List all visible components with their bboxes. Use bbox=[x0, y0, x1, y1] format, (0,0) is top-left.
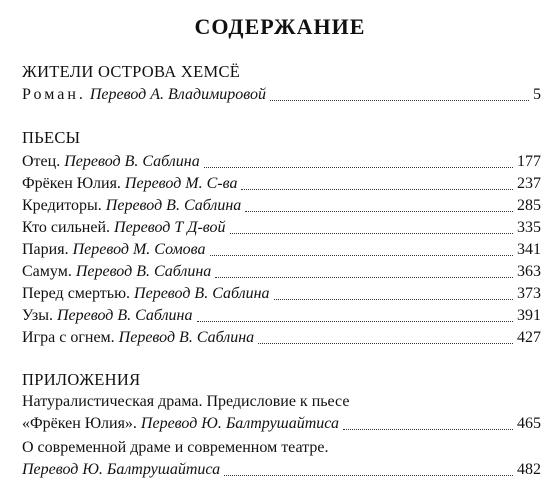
toc-entry-play[interactable] bbox=[22, 216, 541, 238]
toc-entry-play[interactable] bbox=[22, 238, 541, 260]
toc-entry-play[interactable] bbox=[22, 304, 541, 326]
toc-entry-translator: Перевод М. С-ва bbox=[124, 175, 238, 192]
toc-entry-title: «Фрёкен Юлия». bbox=[22, 415, 137, 432]
dot-leader bbox=[270, 100, 529, 101]
toc-entry-title: Пария. bbox=[22, 241, 69, 258]
toc-entry-translator: Перевод В. Саблина bbox=[105, 197, 242, 214]
toc-entry-page: 237 bbox=[517, 175, 541, 192]
toc-entry-translator: Перевод В. Саблина bbox=[118, 329, 255, 346]
toc-entry-title: Отец. bbox=[22, 153, 61, 170]
toc-entry-page: 341 bbox=[517, 241, 541, 258]
toc-entry-play[interactable] bbox=[22, 150, 541, 172]
toc-entry-translator: Перевод Ю. Балтрушайтиса bbox=[140, 415, 339, 432]
toc-entry-title: Кто сильней. bbox=[22, 219, 111, 236]
toc-entry-novel[interactable] bbox=[22, 83, 541, 105]
toc-entry-play[interactable] bbox=[22, 260, 541, 282]
toc-entry-genre: Роман. bbox=[22, 86, 86, 103]
dot-leader bbox=[215, 277, 513, 278]
appendix-item-2-line1: О современной драме и современном театре. bbox=[22, 439, 329, 456]
toc-entry-title: Перед смертью. bbox=[22, 285, 131, 302]
dot-leader bbox=[224, 475, 513, 476]
toc-entry-appendix-2[interactable] bbox=[22, 458, 541, 480]
page-title: СОДЕРЖАНИЕ bbox=[194, 14, 366, 39]
toc-entry-translator: Перевод М. Сомова bbox=[72, 241, 206, 258]
toc-entry-page: 285 bbox=[517, 197, 541, 214]
toc-entry-translator: Перевод В. Саблина bbox=[57, 307, 193, 324]
toc-entry-label bbox=[22, 85, 266, 105]
toc-entry-title: Самум. bbox=[22, 263, 72, 280]
toc-entry-play[interactable] bbox=[22, 326, 541, 348]
toc-entry-translator: Перевод А. Владимировой bbox=[89, 86, 267, 103]
toc-entry-translator: Перевод В. Саблина bbox=[134, 285, 270, 302]
toc-entry-appendix-1[interactable] bbox=[22, 412, 541, 434]
toc-entry-page: 482 bbox=[517, 461, 541, 478]
dot-leader bbox=[204, 167, 513, 168]
dot-leader bbox=[230, 233, 513, 234]
appendix-item-1-line1: Натуралистическая драма. Предисловие к пьесе bbox=[22, 393, 350, 410]
dot-leader bbox=[245, 211, 513, 212]
toc-entry-play[interactable] bbox=[22, 282, 541, 304]
toc-entry-page: 363 bbox=[517, 263, 541, 280]
dot-leader bbox=[343, 429, 513, 430]
dot-leader bbox=[210, 255, 514, 256]
toc-entry-page: 373 bbox=[517, 285, 541, 302]
dot-leader bbox=[197, 321, 514, 322]
section-heading-plays: ПЬЕСЫ bbox=[22, 128, 81, 147]
toc-entry-title: Кредиторы. bbox=[22, 197, 102, 214]
toc-entry-title: Игра с огнем. bbox=[22, 329, 115, 346]
toc-entry-translator: Перевод Ю. Балтрушайтиса bbox=[22, 461, 221, 478]
toc-entry-title: Фрёкен Юлия. bbox=[22, 175, 121, 192]
toc-entry-translator: Перевод Т Д-вой bbox=[114, 219, 226, 236]
dot-leader bbox=[241, 189, 513, 190]
toc-entry-title: Узы. bbox=[22, 307, 53, 324]
toc-entry-play[interactable] bbox=[22, 172, 541, 194]
toc-entry-play[interactable] bbox=[22, 194, 541, 216]
toc-entry-page: 427 bbox=[517, 329, 541, 346]
dot-leader bbox=[274, 299, 513, 300]
toc-entry-translator: Перевод В. Саблина bbox=[75, 263, 212, 280]
toc-entry-page: 335 bbox=[517, 219, 541, 236]
section-heading-novel: ЖИТЕЛИ ОСТРОВА ХЕМСЁ bbox=[22, 62, 241, 81]
dot-leader bbox=[258, 343, 513, 344]
toc-entry-page: 5 bbox=[533, 86, 541, 103]
toc-entry-page: 465 bbox=[517, 415, 541, 432]
toc-entry-page: 177 bbox=[517, 153, 541, 170]
section-heading-appendices: ПРИЛОЖЕНИЯ bbox=[22, 370, 141, 389]
toc-entry-translator: Перевод В. Саблина bbox=[64, 153, 200, 170]
toc-entry-page: 391 bbox=[517, 307, 541, 324]
